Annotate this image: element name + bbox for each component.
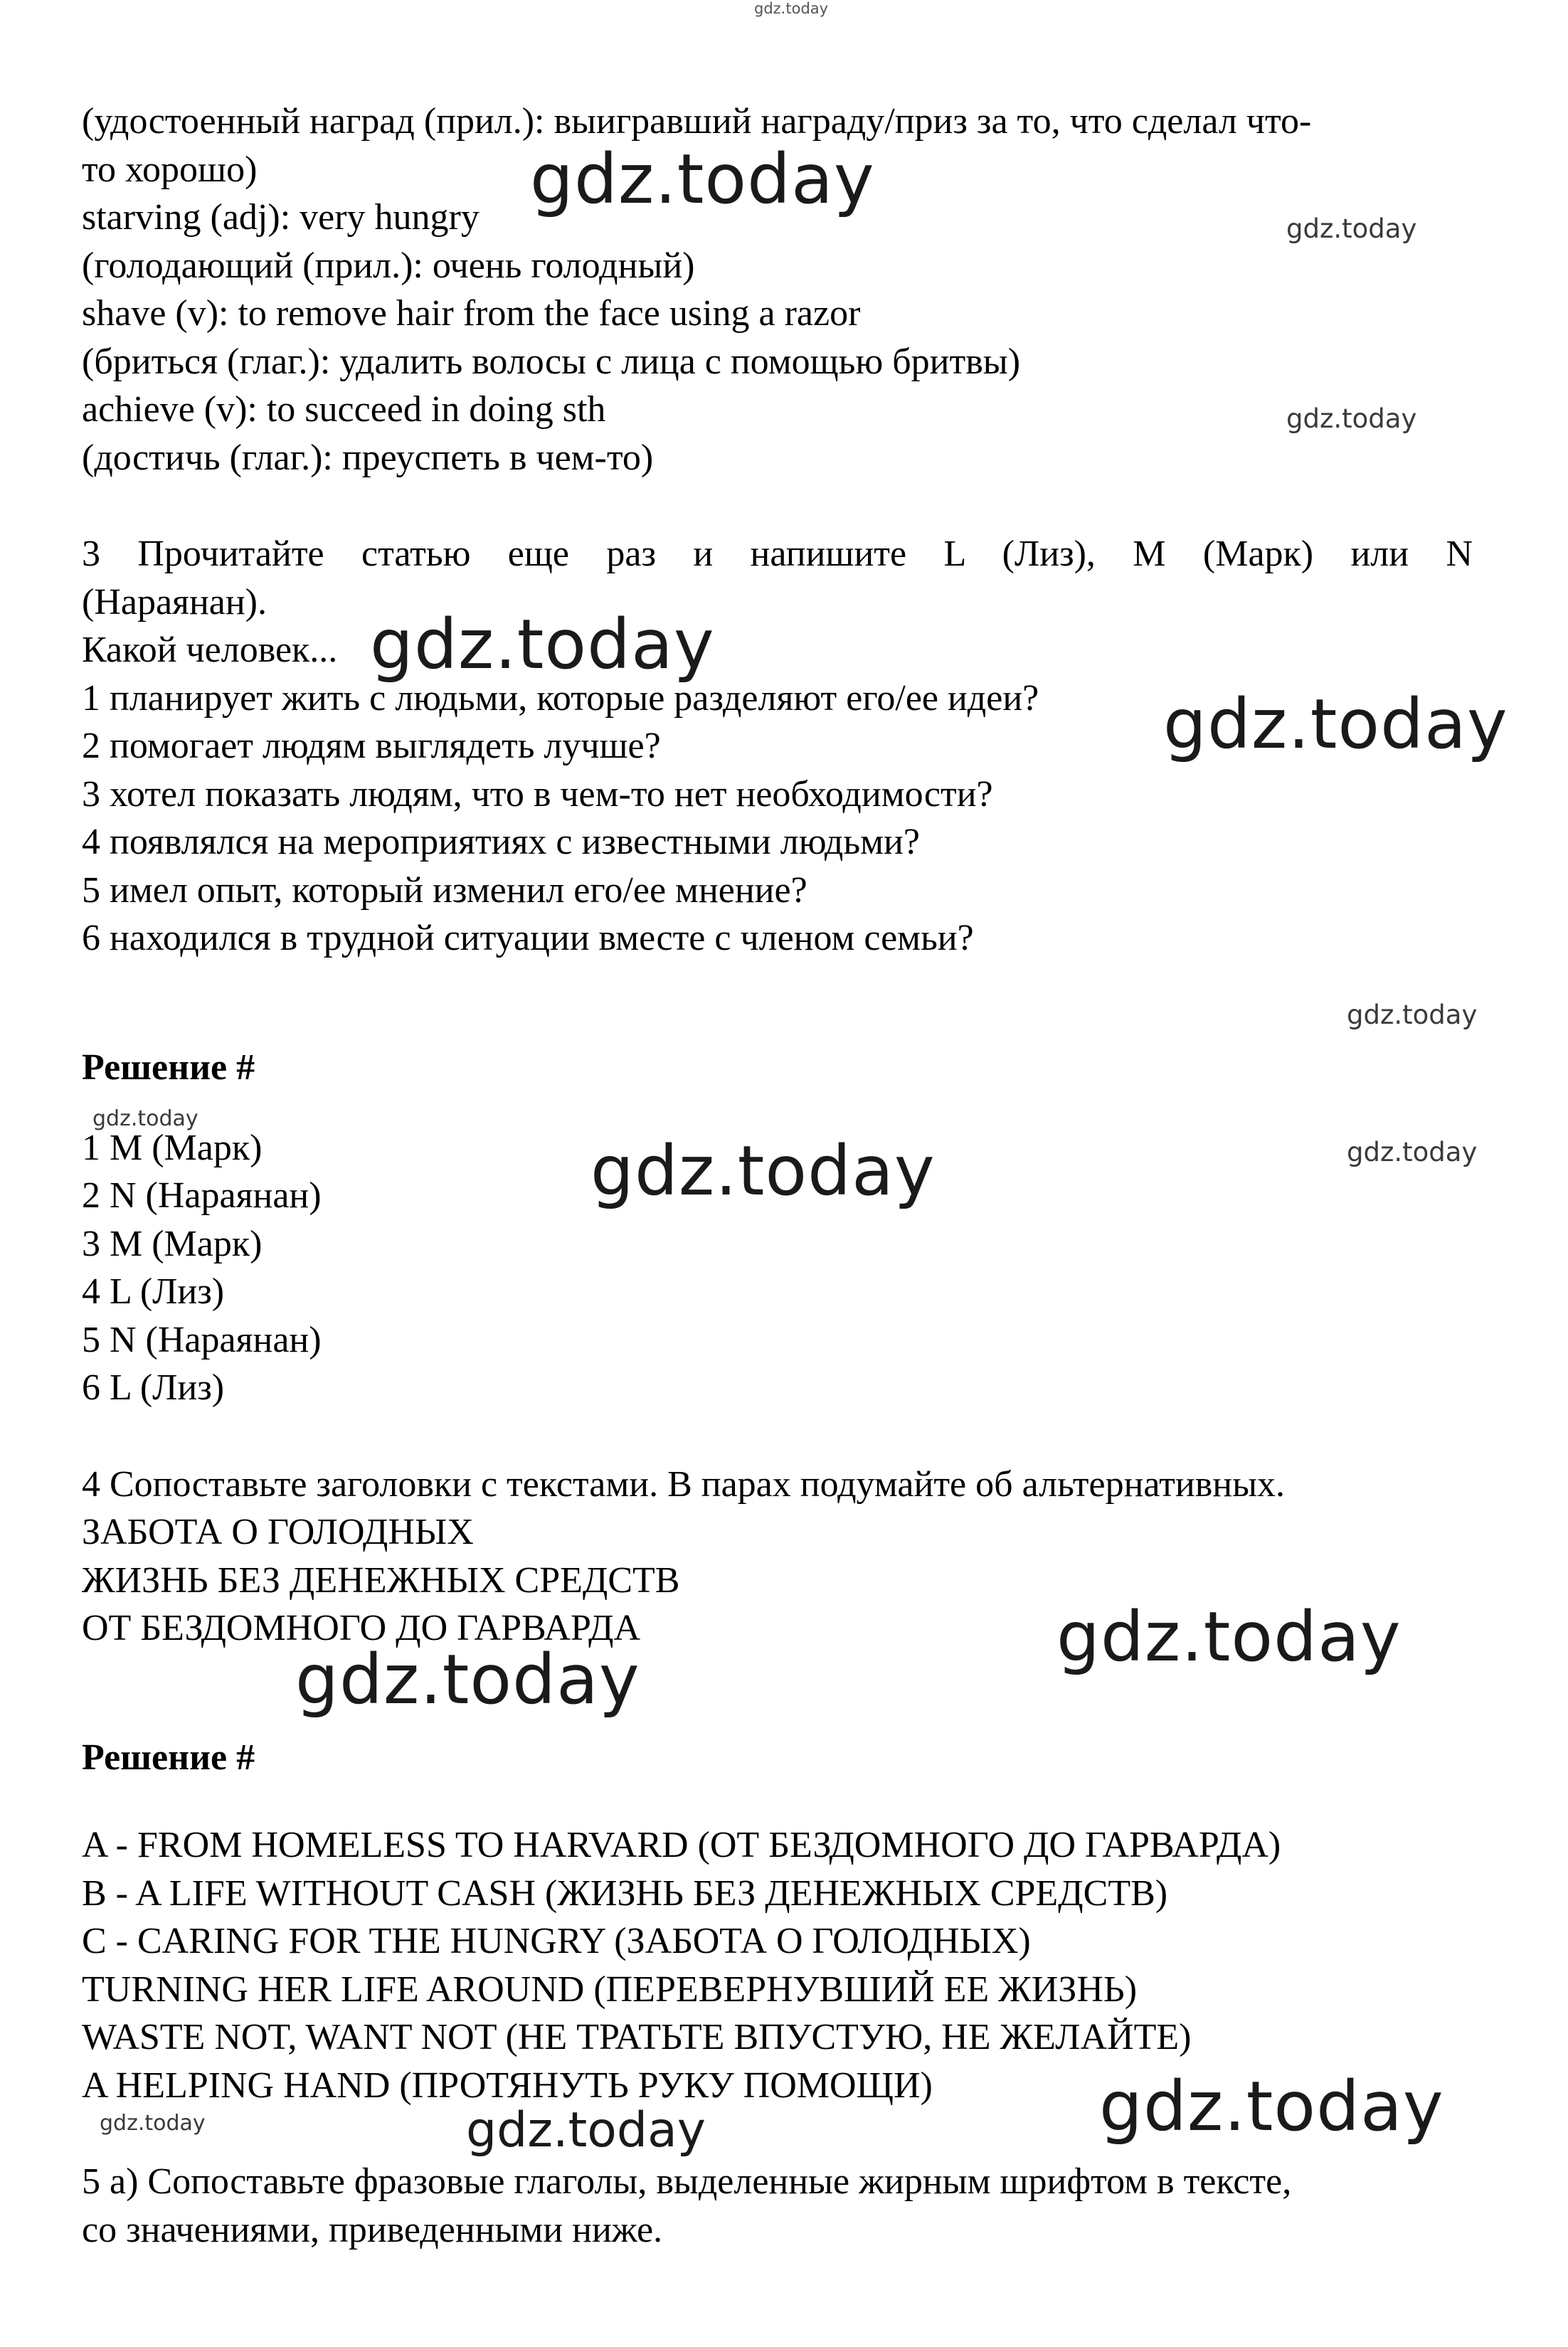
solution3-item: 5 N (Нараянан) <box>82 1320 322 1360</box>
solution4-item: C - CARING FOR THE HUNGRY (ЗАБОТА О ГОЛОДНЫХ) <box>82 1921 1031 1961</box>
watermark: gdz.today <box>1056 1597 1402 1677</box>
watermark: gdz.today <box>1286 403 1417 434</box>
watermark: gdz.today <box>1286 213 1417 244</box>
watermark: gdz.today <box>1099 2067 1444 2146</box>
watermark: gdz.today <box>754 0 829 17</box>
task4-instruction: 4 Сопоставьте заголовки с текстами. В парах подумайте об альтернативных. <box>82 1464 1286 1505</box>
watermark: gdz.today <box>1347 1137 1478 1167</box>
solution3-item: 6 L (Лиз) <box>82 1367 225 1408</box>
watermark: gdz.today <box>100 2111 206 2136</box>
solution-heading: Решение # <box>82 1047 255 1088</box>
solution4-item: A HELPING HAND (ПРОТЯНУТЬ РУКУ ПОМОЩИ) <box>82 2065 933 2106</box>
solution3-item: 2 N (Нараянан) <box>82 1175 322 1216</box>
vocab-line: starving (adj): very hungry <box>82 197 480 238</box>
vocab-line: (достичь (глаг.): преуспеть в чем-то) <box>82 438 654 478</box>
solution3-item: 1 M (Марк) <box>82 1128 263 1168</box>
task4-heading-option: ОТ БЕЗДОМНОГО ДО ГАРВАРДА <box>82 1608 641 1648</box>
vocab-line: (бриться (глаг.): удалить волосы с лица с помощью бритвы) <box>82 341 1021 382</box>
vocab-line: (удостоенный наград (прил.): выигравший награду/приз за то, что сделал что- <box>82 101 1312 142</box>
task5-instruction-cont: со значениями, приведенными ниже. <box>82 2210 663 2250</box>
task3-item: 2 помогает людям выглядеть лучше? <box>82 726 661 766</box>
solution4-item: A - FROM HOMELESS TO HARVARD (ОТ БЕЗДОМНОГО ДО ГАРВАРДА) <box>82 1825 1281 1865</box>
solution3-item: 4 L (Лиз) <box>82 1271 225 1312</box>
task3-item: 5 имел опыт, который изменил его/ее мнение? <box>82 870 807 911</box>
watermark: gdz.today <box>1347 1000 1478 1030</box>
task3-instruction-cont: (Нараянан). <box>82 582 267 622</box>
task4-heading-option: ЖИЗНЬ БЕЗ ДЕНЕЖНЫХ СРЕДСТВ <box>82 1560 680 1601</box>
vocab-line: shave (v): to remove hair from the face using a razor <box>82 293 861 334</box>
solution-heading: Решение # <box>82 1737 255 1778</box>
vocab-line: (голодающий (прил.): очень голодный) <box>82 245 695 286</box>
watermark: gdz.today <box>295 1640 640 1720</box>
watermark: gdz.today <box>92 1106 198 1131</box>
task3-item: 6 находился в трудной ситуации вместе с членом семьи? <box>82 918 974 958</box>
watermark: gdz.today <box>370 605 715 684</box>
solution4-item: WASTE NOT, WANT NOT (НЕ ТРАТЬТЕ ВПУСТУЮ, НЕ ЖЕЛАЙТЕ) <box>82 2017 1192 2057</box>
task3-question: Какой человек... <box>82 630 338 670</box>
task3-item: 4 появлялся на мероприятиях с известными людьми? <box>82 822 920 862</box>
task5-instruction: 5 a) Сопоставьте фразовые глаголы, выделенные жирным шрифтом в тексте, <box>82 2161 1292 2202</box>
watermark: gdz.today <box>530 139 875 219</box>
task3-instruction: 3 Прочитайте статью еще раз и напишите L (Лиз), M (Марк) или N <box>82 534 1473 574</box>
watermark: gdz.today <box>466 2102 706 2158</box>
solution3-item: 3 M (Марк) <box>82 1224 263 1264</box>
task3-item: 3 хотел показать людям, что в чем-то нет необходимости? <box>82 774 993 815</box>
vocab-line: achieve (v): to succeed in doing sth <box>82 389 606 430</box>
watermark: gdz.today <box>590 1131 936 1211</box>
task4-heading-option: ЗАБОТА О ГОЛОДНЫХ <box>82 1512 474 1552</box>
solution4-item: B - A LIFE WITHOUT CASH (ЖИЗНЬ БЕЗ ДЕНЕЖНЫХ СРЕДСТВ) <box>82 1873 1168 1914</box>
watermark: gdz.today <box>1163 684 1508 764</box>
vocab-line: то хорошо) <box>82 149 258 190</box>
task3-item: 1 планирует жить с людьми, которые разделяют его/ее идеи? <box>82 678 1039 719</box>
solution4-item: TURNING HER LIFE AROUND (ПЕРЕВЕРНУВШИЙ ЕЕ ЖИЗНЬ) <box>82 1969 1138 2010</box>
